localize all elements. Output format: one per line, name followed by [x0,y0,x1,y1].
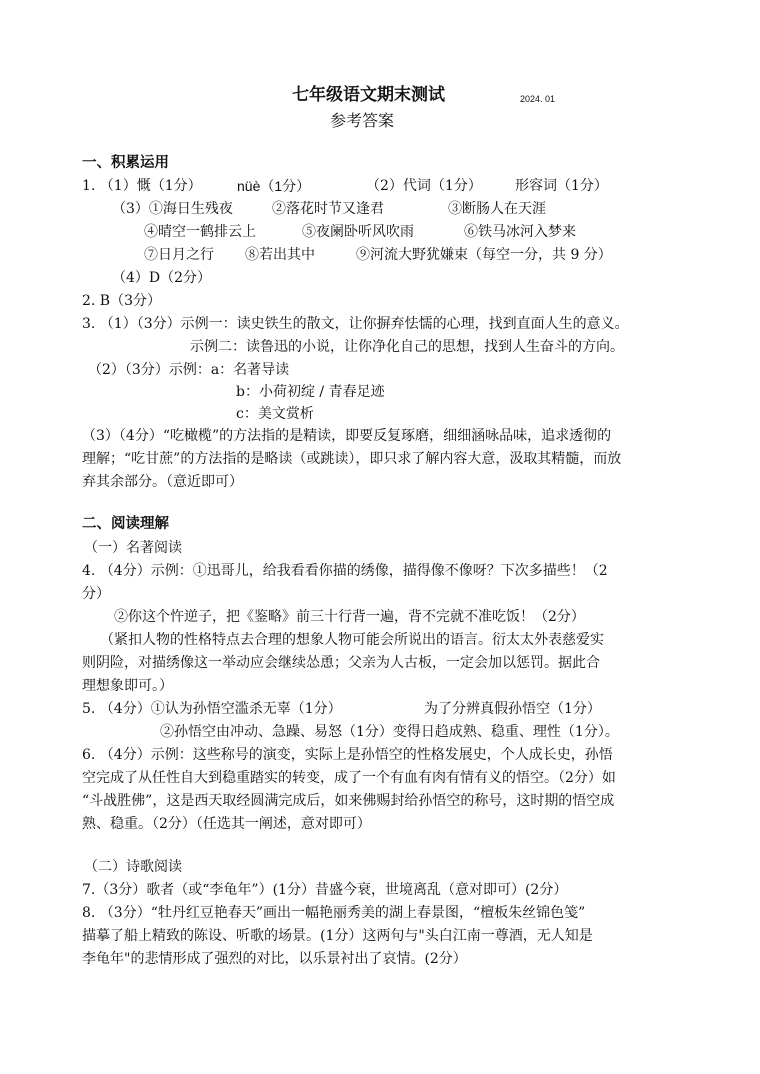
q6-line3: “斗战胜佛”，这是西天取经圆满完成后，如来佛赐封给孙悟空的称号，这时期的悟空成 [82,793,615,809]
q1-row1-a: 1. （1）慨（1分） [82,178,202,194]
q4-line5: 则阴险，对描绣像这一举动应会继续怂恿；父亲为人古板，一定会加以惩罚。据此合 [82,655,600,671]
q6-line2: 空完成了从任性自大到稳重踏实的转变，成了一个有血有肉有情有义的悟空。（2分）如 [82,770,616,786]
section1-heading: 一、积累运用 [82,155,169,171]
q4-line4: （紧扣人物的性格特点去合理的想象人物可能会所说出的语言。衍太太外表慈爱实 [100,632,604,648]
q3-line8: 弃其余部分。（意近即可） [82,474,243,490]
q4-line3: ②你这个忤逆子，把《鉴略》前三十行背一遍，背不完就不准吃饭！（2分） [114,609,585,625]
page-subtitle: 参考答案 [330,111,395,130]
q1-row5: （4）D（2分） [112,270,212,286]
q1-row2-a: （3）①海日生残夜 [112,201,233,217]
q1-row1-d: 形容词（1分） [515,178,608,194]
q5-line1-a: 5. （4分）①认为孙悟空滥杀无辜（1分） [82,701,342,717]
q1-row1-c: （2）代词（1分） [366,178,482,194]
q7-answer: 7.（3分）歌者（或“李龟年”）(1分）昔盛今衰，世境离乱（意对即可）(2分） [82,882,568,898]
q1-row4-b: ⑧若出其中 [245,247,315,263]
q3-line5: c：美文赏析 [236,406,314,422]
q6-line1: 6. （4分）示例：这些称号的演变，实际上是孙悟空的性格发展史，个人成长史，孙悟 [82,747,613,763]
q3-line4: b：小荷初绽 / 青春足迹 [236,384,385,400]
q3-line3: （2）（3分）示例：a：名著导读 [88,362,290,378]
q3-line6: （3）（4分）“吃橄榄”的方法指的是精读，即要反复琢磨，细细涵咏品味，追求透彻的 [82,428,612,444]
q3-line1: 3. （1）（3分）示例一：读史铁生的散文，让你摒弃怯懦的心理，找到直面人生的意义。 [82,316,629,332]
q8-line1: 8. （3分）“牡丹红豆艳春天”画出一幅艳丽秀美的湖上春景图，“檀板朱丝锦色笺” [82,905,586,921]
q8-line3: 李龟年"的悲情形成了强烈的对比，以乐景衬出了哀情。(2分） [82,951,467,967]
q4-line6: 理想象即可。） [82,678,173,694]
q4-line2: 分） [82,586,110,602]
q3-line7: 理解；“吃甘蔗”的方法指的是略读（或跳读），即只求了解内容大意，汲取其精髓，而放 [82,451,622,467]
q8-line2: 描摹了船上精致的陈设、听歌的场景。(1分）这两句与"头白江南一尊酒，无人知是 [82,928,593,944]
q4-line1: 4. （4分）示例：①迅哥儿，给我看看你描的绣像，描得像不像呀？下次多描些！（2 [82,563,608,579]
q1-row1-b: nüè（1分） [237,178,311,194]
q3-line2: 示例二：读鲁迅的小说，让你净化自己的思想，找到人生奋斗的方向。 [190,339,624,355]
part2-heading: （二）诗歌阅读 [84,859,182,875]
q1-row2-c: ③断肠人在天涯 [448,201,546,217]
q1-row2-b: ②落花时节又逢君 [272,201,384,217]
page-title: 七年级语文期末测试 [292,85,445,105]
q5-line1-b: 为了分辨真假孙悟空（1分） [424,701,601,717]
q2-answer: 2. B（3分） [82,293,162,309]
test-date: 2024. 01 [520,94,556,104]
q1-row4-c: ⑨河流大野犹嫌束（每空一分，共 9 分） [356,247,612,263]
q6-line4: 熟、稳重。（2分）（任选其一阐述，意对即可） [82,816,371,832]
q1-row4-a: ⑦日月之行 [144,247,214,263]
q1-row3-a: ④晴空一鹤排云上 [144,224,256,240]
q5-line2: ②孙悟空由冲动、急躁、易怒（1分）变得日趋成熟、稳重、理性（1分）。 [160,724,619,740]
part1-heading: （一）名著阅读 [84,540,182,556]
section2-heading: 二、阅读理解 [82,516,169,532]
q1-row3-b: ⑤夜阑卧听风吹雨 [302,224,414,240]
q1-row3-c: ⑥铁马冰河入梦来 [464,224,576,240]
